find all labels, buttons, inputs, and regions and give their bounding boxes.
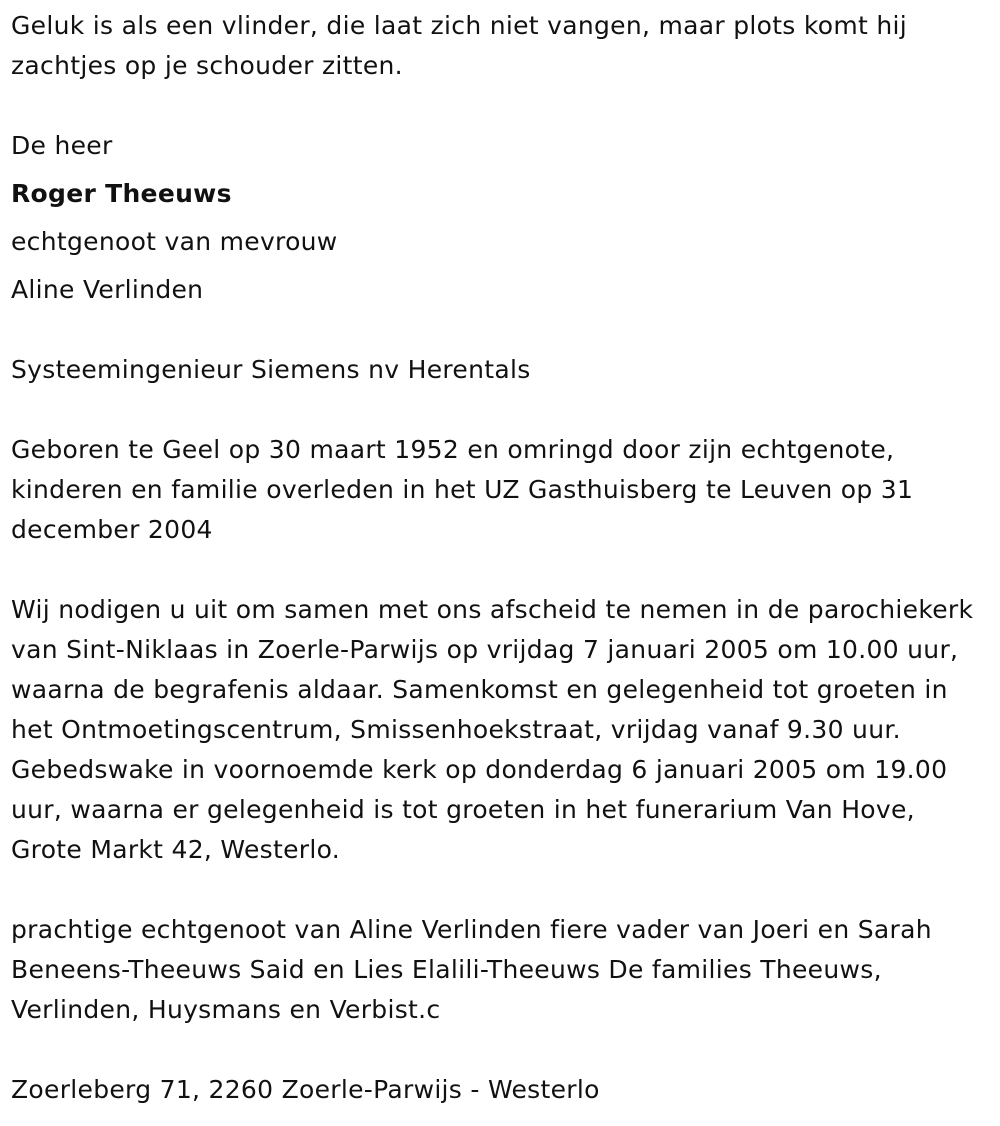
opening-quote: Geluk is als een vlinder, die laat zich niet vangen, maar plots komt hij zachtjes op je schouder zitten.: [11, 11, 908, 80]
profession: Systeemingenieur Siemens nv Herentals: [11, 355, 531, 384]
spouse-name: Aline Verlinden: [11, 275, 204, 304]
address: Zoerleberg 71, 2260 Zoerle-Parwijs - Westerlo: [11, 1075, 600, 1104]
birth-death-paragraph: Geboren te Geel op 30 maart 1952 en omringd door zijn echtgenote, kinderen en familie overleden in het UZ Gasthuisberg te Leuven op 31 december 2004: [11, 435, 914, 544]
family-paragraph: prachtige echtgenoot van Aline Verlinden fiere vader van Joeri en Sarah Beneens-Theeuws Said en Lies Elalili-Theeuws De families Theeuws, Verlinden, Huysmans en Verbist.c: [11, 915, 932, 1024]
spouse-label: echtgenoot van mevrouw: [11, 227, 338, 256]
invitation-paragraph: Wij nodigen u uit om samen met ons afscheid te nemen in de parochiekerk van Sint-Niklaas in Zoerle-Parwijs op vrijdag 7 januari 2005 om 10.00 uur, waarna de begrafenis aldaar. Samenkomst en gelegenheid tot groeten in het Ontmoetingscentrum, Smissenhoekstraat, vrijdag vanaf 9.30 uur. Gebedswake in voornoemde kerk op donderdag 6 januari 2005 om 19.00 uur, waarna er gelegenheid is tot groeten in het funerarium Van Hove, Grote Markt 42, Westerlo.: [11, 595, 974, 864]
deceased-name: Roger Theeuws: [11, 179, 232, 208]
title-prefix: De heer: [11, 131, 113, 160]
